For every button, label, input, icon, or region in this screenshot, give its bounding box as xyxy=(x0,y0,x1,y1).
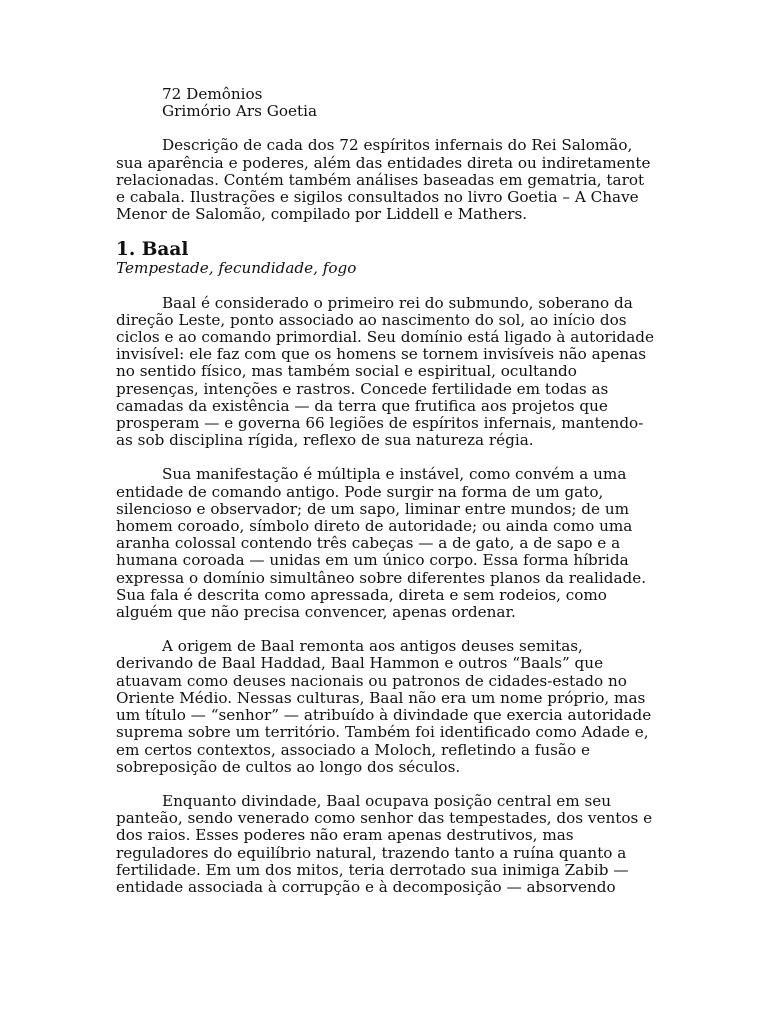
document-header xyxy=(116,86,656,120)
document-subtitle: Grimório Ars Goetia xyxy=(162,102,318,121)
body-paragraph: Enquanto divindade, Baal ocupava posição central em seu panteão, sendo venerado como senhor das tempestades, dos ventos e dos raios. Esses poderes não eram apenas destrutivos, mas reguladores do equilíbrio natural, trazendo tanto a ruína quanto a fertilidade. Em um dos mitos, teria derrotado sua inimiga Zabib — entidade associada à corrupção e à decomposição — absorvendo xyxy=(116,791,653,896)
body-paragraph: A origem de Baal remonta aos antigos deuses semitas, derivando de Baal Haddad, Baal Hammon e outros “Baals” que atuavam como deuses nacionais ou patronos de cidades-estado no Oriente Médio. Nessas culturas, Baal não era um nome próprio, mas um título — “senhor” — atribuído à divindade que exercia autoridade suprema sobre um território. Também foi identificado como Adade e, em certos contextos, associado a Moloch, refletindo a fusão e sobreposição de cultos ao longo dos séculos. xyxy=(116,637,652,776)
intro-paragraph: Descrição de cada dos 72 espíritos infernais do Rei Salomão, sua aparência e poderes, além das entidades direta ou indiretamente relacionadas. Contém também análises baseadas em gematria, tarot e cabala. Ilustrações e sigilos consultados no livro Goetia – A Chave Menor de Salomão, compilado por Liddell e Mathers. xyxy=(116,136,651,224)
document-page xyxy=(116,86,656,896)
section-heading: 1. Baal xyxy=(116,239,189,261)
body-paragraph: Baal é considerado o primeiro rei do submundo, soberano da direção Leste, ponto associado ao nascimento do sol, ao início dos ciclos e ao comando primordial. Seu domínio está ligado à autoridade invisível: ele faz com que os homens se tornem invisíveis não apenas no sentido físico, mas também social e espiritual, ocultando presenças, intenções e rastros. Concede fertilidade em todas as camadas da existência — da terra que frutifica aos projetos que prosperam — e governa 66 legiões de espíritos infernais, mantendo-as sob disciplina rígida, reflexo de sua natureza régia. xyxy=(116,293,654,450)
document-title: 72 Demônios xyxy=(162,85,263,103)
section-body xyxy=(116,295,656,897)
body-paragraph: Sua manifestação é múltipla e instável, como convém a uma entidade de comando antigo. Pode surgir na forma de um gato, silencioso e observador; de um sapo, liminar entre mundos; de um homem coroado, símbolo direto de autoridade; ou ainda como uma aranha colossal contendo três cabeças — a de gato, a de sapo e a humana coroada — unidas em um único corpo. Essa forma híbrida expressa o domínio simultâneo sobre diferentes planos da realidade. Sua fala é descrita como apressada, direta e sem rodeios, como alguém que não precisa convencer, apenas ordenar. xyxy=(116,465,647,622)
section-subtitle: Tempestade, fecundidade, fogo xyxy=(116,259,357,278)
